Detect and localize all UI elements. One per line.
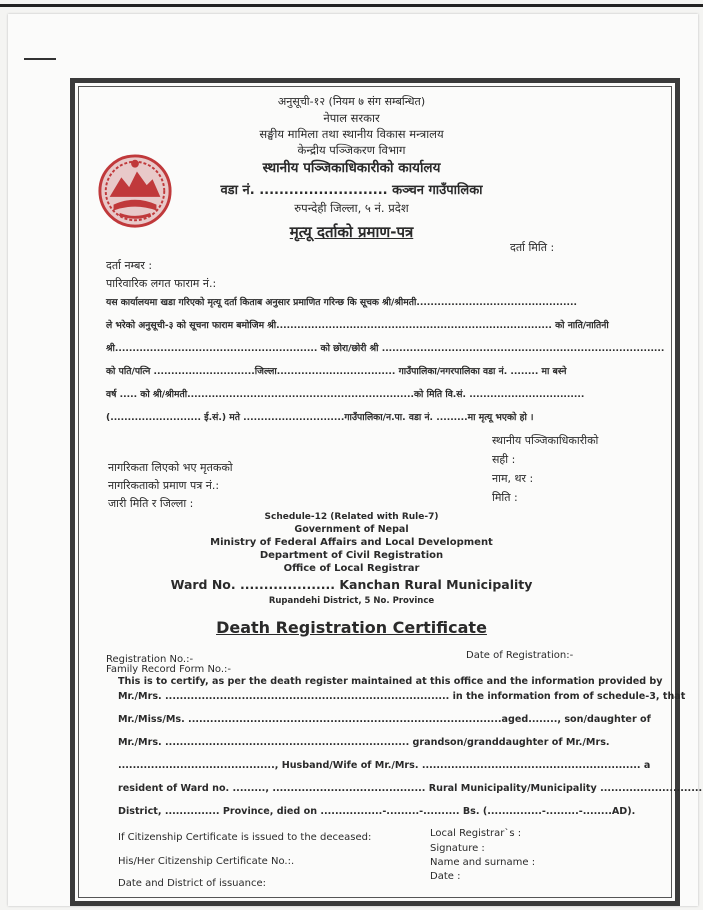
en-body-line-5: ..........................................., Husband/Wife of Mr./Mrs. ............................................................ a: [118, 760, 651, 771]
en-district-line: Rupandehi District, 5 No. Province: [268, 596, 435, 606]
en-date: Date :: [430, 871, 461, 882]
en-name: Name and surname :: [430, 857, 536, 868]
margin-mark: [24, 58, 56, 60]
np-citizen-2: नागरिकताको प्रमाण पत्र नं.:: [108, 479, 220, 492]
en-body-line-7: District, ............... Province, died on .................-.........-.......... Bs. (...............-.........-........AD).: [118, 806, 636, 817]
np-registrar: स्थानीय पञ्जिकाधिकारीको: [492, 434, 599, 447]
np-body-line-1: यस कार्यालयमा खडा गरिएको मृत्यू दर्ता किताब अनुसार प्रमाणित गरिन्छ कि सूचक श्री/श्रीमती..............................................: [106, 297, 577, 308]
np-citizen-3: जारी मिति र जिल्ला :: [108, 497, 194, 510]
en-title: Death Registration Certificate: [216, 618, 487, 637]
en-schedule: Schedule-12 (Related with Rule-7): [264, 512, 439, 522]
np-schedule: अनुसूची-१२ (नियम ७ संग सम्बन्धित): [277, 95, 426, 108]
en-ministry: Ministry of Federal Affairs and Local Development: [210, 537, 493, 548]
en-body-line-3: Mr./Miss/Ms. ......................................................................................aged........, son/daughter of: [118, 714, 651, 725]
en-signature: Signature :: [430, 843, 485, 854]
np-name: नाम, थर :: [492, 472, 534, 485]
np-body-line-2: ले भरेको अनुसूची-३ को सूचना फाराम बमोजिम श्री............................................................................... को नाति/नातिनी: [106, 320, 609, 331]
np-family-form: पारिवारिक लगत फाराम नं.:: [106, 277, 217, 290]
en-citizen-1: If Citizenship Certificate is issued to the deceased:: [118, 832, 372, 843]
np-ministry: सङ्घीय मामिला तथा स्थानीय विकास मन्त्रालय: [259, 127, 444, 141]
en-citizen-3: Date and District of issuance:: [118, 878, 267, 889]
en-body-line-4: Mr./Mrs. ................................................................... grandson/granddaughter of Mr./Mrs.: [118, 737, 610, 748]
np-body-line-3: श्री.......................................................... को छोरा/छोरी श्री .................................................................................: [106, 343, 665, 354]
np-reg-no: दर्ता नम्बर :: [106, 259, 153, 272]
np-office: स्थानीय पञ्जिकाधिकारीको कार्यालय: [262, 160, 441, 176]
np-body-line-6: (.......................... ई.सं.) मते .............................गाउँपालिका/न.पा. वडा नं. .........मा मृत्यू भएको हो ।: [106, 412, 534, 423]
en-citizen-2: His/Her Citizenship Certificate No.:.: [118, 856, 295, 867]
en-department: Department of Civil Registration: [259, 550, 444, 561]
np-signature: सही :: [492, 453, 516, 466]
en-reg-no: Registration No.:-: [106, 654, 194, 665]
en-body-line-6: resident of Ward no. ........., .......................................... Rural Municipality/Municipality ............................: [118, 783, 703, 794]
np-citizen-1: नागरिकता लिएको भए मृतकको: [108, 461, 233, 474]
en-family-form: Family Record Form No.:-: [106, 664, 232, 675]
en-reg-date: Date of Registration:-: [466, 650, 574, 661]
en-office: Office of Local Registrar: [283, 563, 420, 574]
np-body-line-4: को पति/पत्नि .............................जिल्ला.................................. गाउँपालिका/नगरपालिका वडा नं. ........ मा बस्ने: [106, 366, 567, 377]
en-body-line-2: Mr./Mrs. .............................................................................. in the information from of schedule-3, that: [118, 691, 686, 702]
en-ward-line: Ward No. .................... Kanchan Rural Municipality: [170, 577, 533, 592]
np-reg-date: दर्ता मिति :: [510, 241, 555, 254]
en-registrar: Local Registrar`s :: [430, 828, 522, 839]
np-title: मृत्यू दर्ताको प्रमाण-पत्र: [289, 223, 414, 241]
np-government: नेपाल सरकार: [323, 111, 380, 125]
np-ward-line: वडा नं. .......................... कञ्चन गाउँपालिका: [220, 183, 483, 198]
en-government: Government of Nepal: [294, 524, 409, 535]
en-body-line-1: This is to certify, as per the death register maintained at this office and the information provided by: [118, 676, 663, 687]
np-district-line: रुपन्देही जिल्ला, ५ नं. प्रदेश: [294, 201, 409, 215]
np-department: केन्द्रीय पञ्जिकरण विभाग: [297, 143, 406, 157]
top-edge-line: [0, 4, 703, 7]
np-body-line-5: वर्ष ..... को श्री/श्रीमती.................................................................को मिति वि.सं. .................................: [106, 389, 585, 400]
np-date: मिति :: [492, 491, 518, 504]
